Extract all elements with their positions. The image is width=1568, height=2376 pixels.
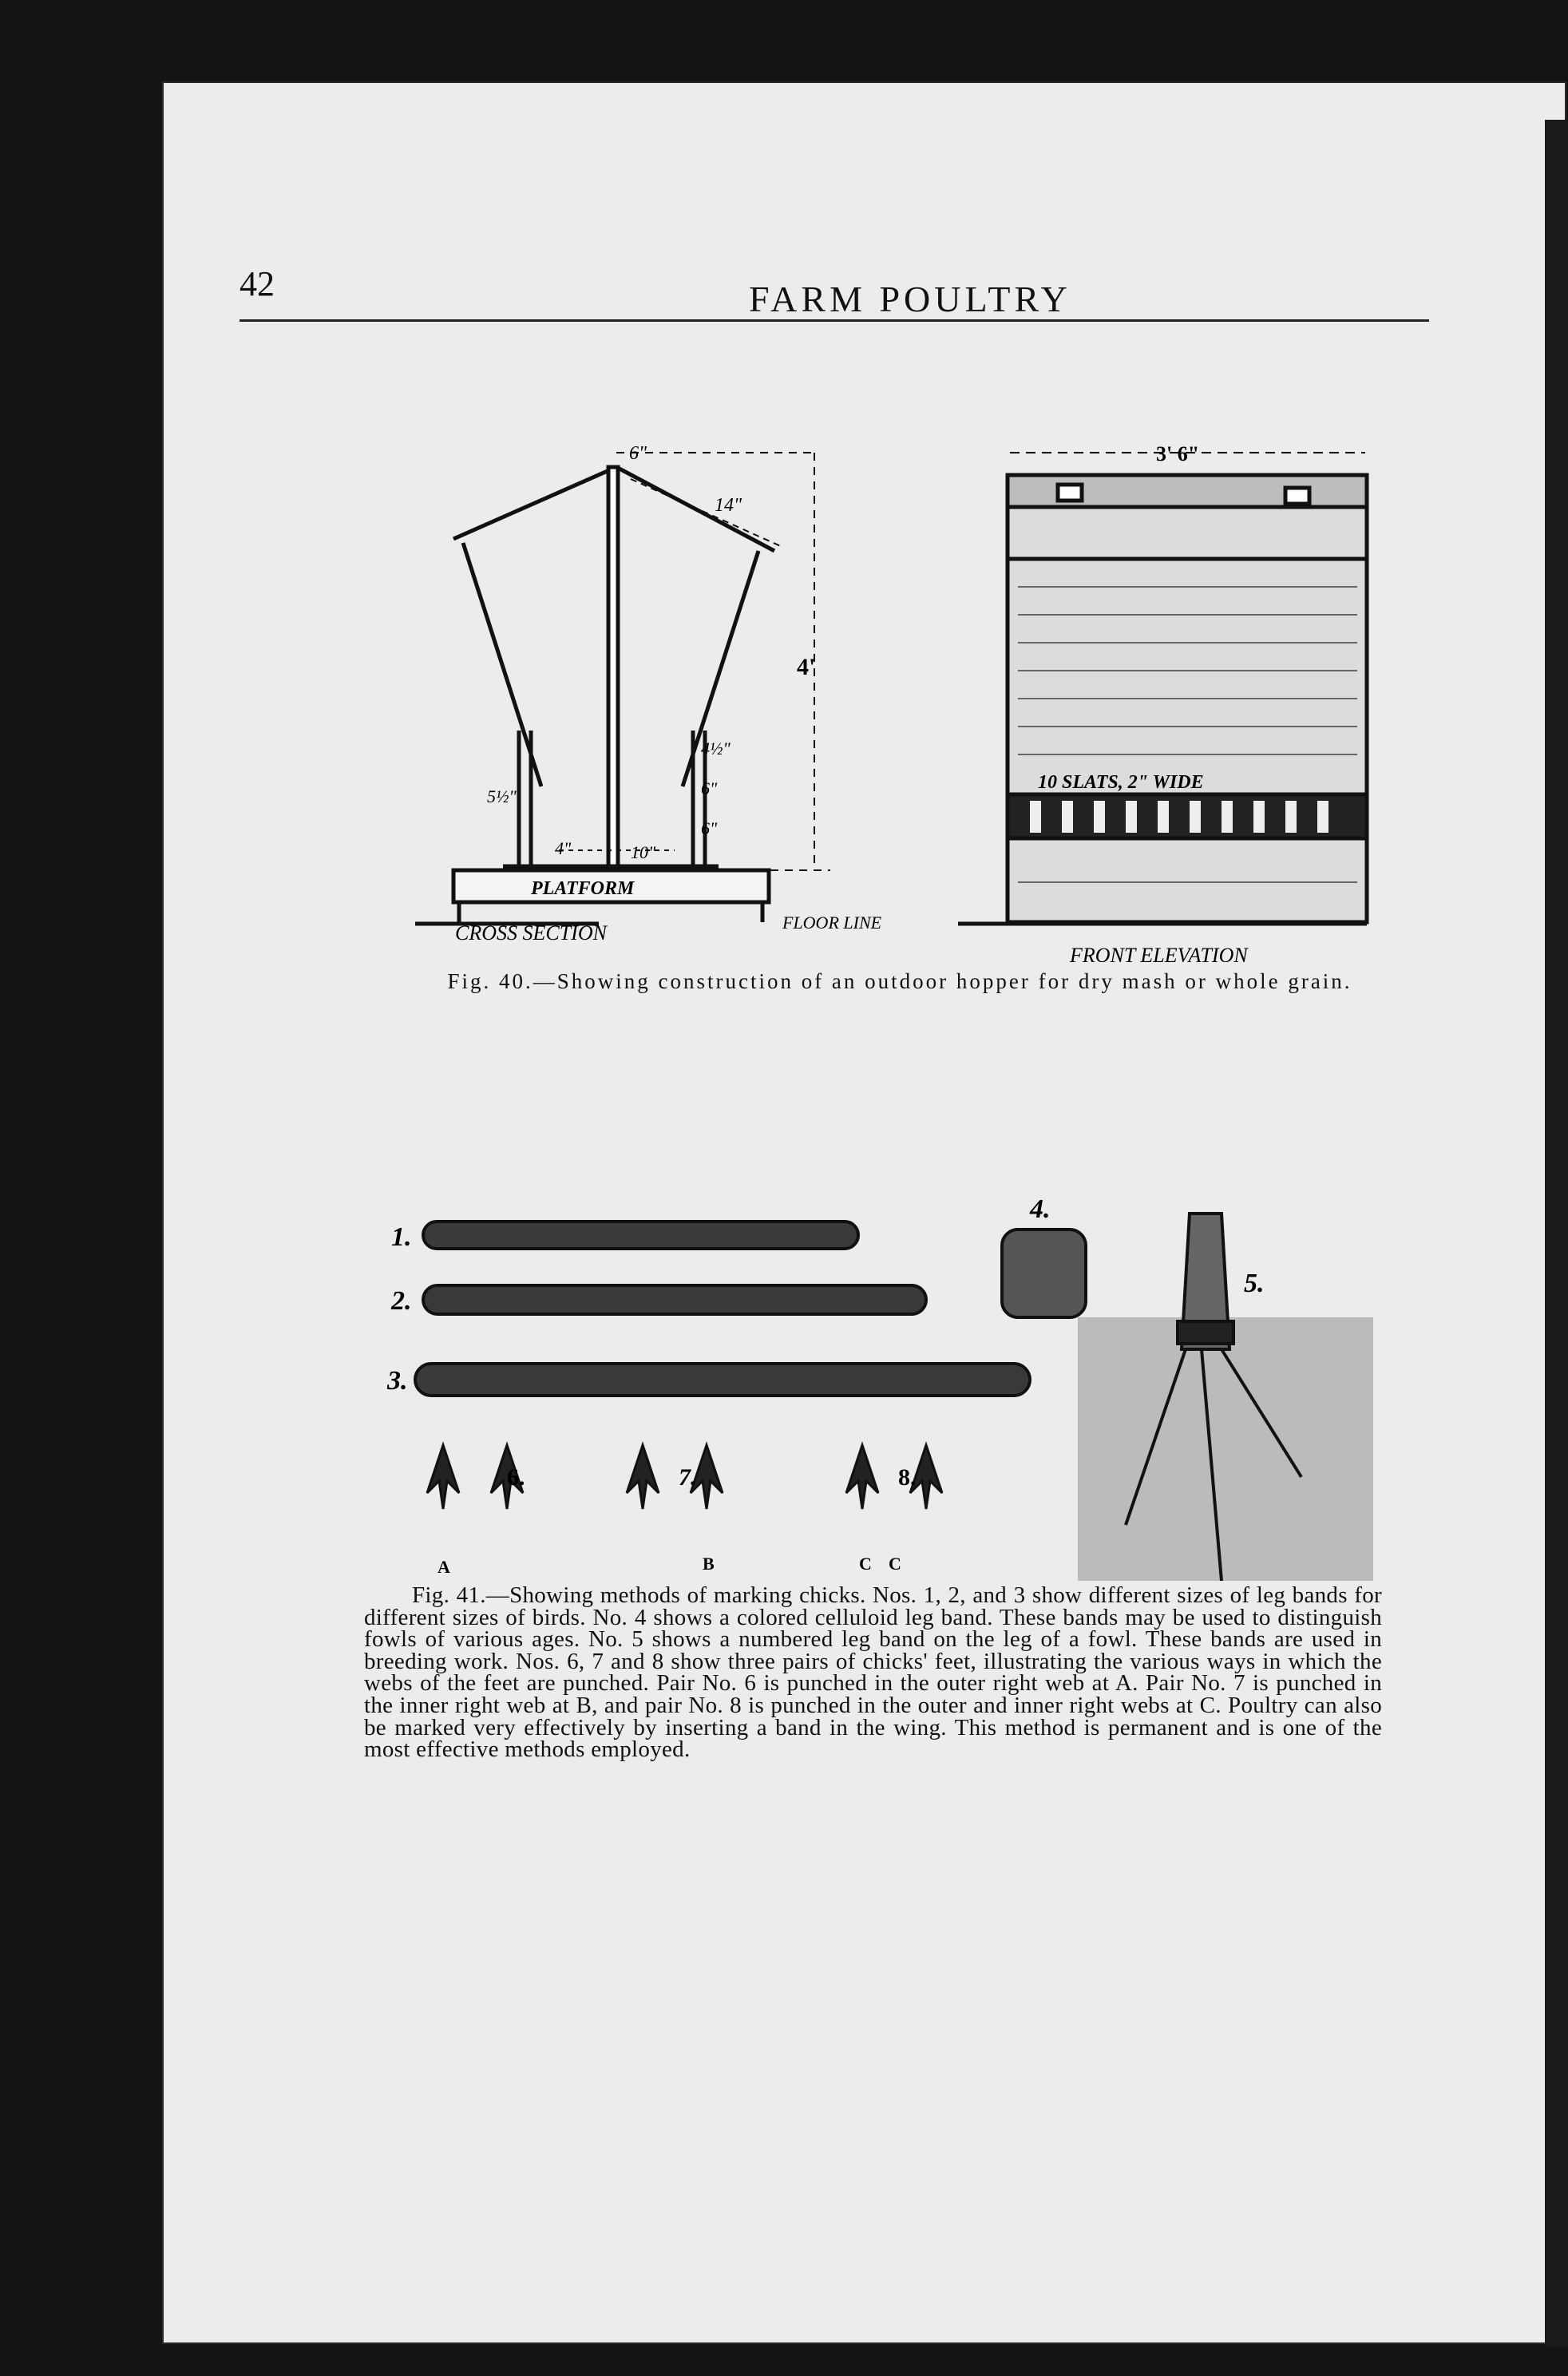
dim-height-4ft: 4' [797,654,816,680]
figure-41 [375,1190,1381,1605]
page-number: 42 [240,264,275,303]
figure-40-caption: Fig. 40.—Showing construction of an outdoor hopper for dry mash or whole grain. [447,969,1352,993]
dim-6a: 6" [701,778,718,798]
feet-7-label: 7. [679,1464,697,1491]
band-4-label: 4. [1030,1194,1051,1224]
dim-4-5: 4½" [701,739,731,758]
feet-6-label: 6. [507,1464,525,1491]
scan-edge [1545,120,1568,2347]
dim-10in: 10" [631,842,656,862]
platform-label: PLATFORM [531,878,635,899]
band-3-label: 3. [387,1366,408,1396]
header-rule [240,319,1429,322]
width-3ft6-label: 3' 6" [1156,442,1200,465]
dim-6b: 6" [701,818,718,838]
cross-section-label: CROSS SECTION [455,921,607,944]
figure-40 [399,435,1389,962]
figure-41-caption-text: Fig. 41.—Showing methods of marking chicks. Nos. 1, 2, and 3 show different sizes of leg bands for different sizes of birds. No. 4 shows a colored celluloid leg band. These bands may be used to distinguish fowls of various ages. No. 5 shows a numbered leg band on the leg of a fowl. These bands are used in breeding work. Nos. 6, 7 and 8 show three pairs of chicks' feet, illustrating the various ways in which the webs of the feet are punched. Pair No. 6 is punched in the outer right web at A. Pair No. 7 is punched in the inner right web at B, and pair No. 8 is punched in the outer and inner right webs at C. Poultry can also be marked very effectively by inserting a band in the wing. This method is permanent and is one of the most effective methods employed. [364,1582,1382,1763]
front-elevation-label: FRONT ELEVATION [1070,944,1248,962]
slats-label: 10 SLATS, 2" WIDE [1038,772,1204,793]
band-1-label: 1. [391,1222,412,1252]
floor-line-label: FLOOR LINE [782,913,882,933]
fowl-leg-with-band [1078,1214,1373,1581]
band-2-label: 2. [391,1286,412,1316]
hopper-cross-section [415,453,830,924]
dim-top-14: 14" [715,495,742,516]
hopper-front-elevation [958,453,1367,924]
dim-4in: 4" [555,838,572,858]
leg-5-label: 5. [1244,1269,1265,1298]
leg-bands [415,1222,1030,1396]
dim-top-6: 6" [629,443,647,464]
feet-8-label: 8. [898,1464,917,1491]
web-a-label: A [438,1557,450,1577]
celluloid-band [1002,1230,1086,1317]
figure-41-caption [364,1582,1382,1763]
dim-5-5: 5½" [487,786,517,806]
page-header [240,176,1429,319]
running-title: FARM POULTRY [749,279,1071,319]
web-b-label: B [703,1554,715,1574]
web-c2-label: C [889,1554,901,1574]
web-c1-label: C [859,1554,872,1574]
